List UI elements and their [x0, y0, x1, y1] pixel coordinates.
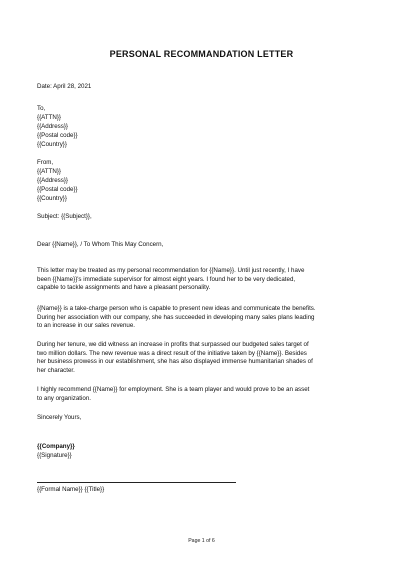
from-postal-code: {{Postal code}} — [37, 186, 78, 193]
signature-line — [37, 482, 236, 483]
paragraph-2 — [37, 305, 367, 331]
to-country: {{Country}} — [37, 141, 67, 148]
from-country: {{Country}} — [37, 195, 67, 202]
signature: {{Signature}} — [37, 452, 72, 459]
paragraph-line: During her tenure, we did witness an increase in profits that surpassed our budgeted sales target of — [37, 341, 309, 348]
paragraph-line: been {{Name}}'s immediate supervisor for almost eight years. I found her to be very dedicated, — [37, 275, 296, 283]
page-number: Page 1 of 6 — [188, 538, 215, 544]
paragraph-line: During her association with our company, she has succeeded in developing many sales plans leading — [37, 313, 315, 321]
closing: Sincerely Yours, — [37, 414, 82, 421]
paragraph-line: I highly recommend {{Name}} for employment. She is a team player and would prove to be an asset — [37, 386, 310, 393]
from-label: From, — [37, 159, 54, 166]
formal-name-title: {{Formal Name}} {{Title}} — [37, 486, 105, 493]
from-address: {{Address}} — [37, 177, 68, 184]
paragraph-line: her character. — [37, 366, 75, 374]
company-name: {{Company}} — [37, 443, 75, 450]
greeting: Dear {{Name}}, / To Whom This May Concern, — [37, 241, 164, 248]
paragraph-line: to an increase in our sales revenue. — [37, 322, 136, 329]
letter-date: Date: April 28, 2021 — [37, 83, 92, 90]
to-postal-code: {{Postal code}} — [37, 132, 78, 139]
letter-title: PERSONAL RECOMMANDATION LETTER — [109, 49, 294, 59]
paragraph-3 — [37, 341, 367, 375]
paragraph-line: {{Name}} is a take-charge person who is capable to present new ideas and communicate the benefits. — [37, 305, 316, 312]
paragraph-line: to any organization. — [37, 394, 92, 402]
paragraph-line: This letter may be treated as my personal recommendation for {{Name}}. Until just recently, I have — [37, 267, 305, 274]
paragraph-line: capable to tackle assignments and have a pleasant personality. — [37, 284, 211, 291]
paragraph-1 — [37, 267, 367, 293]
from-attn: {{ATTN}} — [37, 168, 61, 175]
subject-line: Subject: {{Subject}}, — [37, 213, 92, 220]
paragraph-line: her business prowess in our establishment, she has also displayed immense humanitarian shades of — [37, 358, 313, 365]
paragraph-line: two million dollars. The new revenue was a direct result of the initiative taken by {{Name}}. Besides — [37, 349, 307, 357]
paragraph-4 — [37, 386, 367, 403]
to-label: To, — [37, 105, 46, 112]
to-attn: {{ATTN}} — [37, 114, 61, 121]
to-address: {{Address}} — [37, 123, 68, 130]
